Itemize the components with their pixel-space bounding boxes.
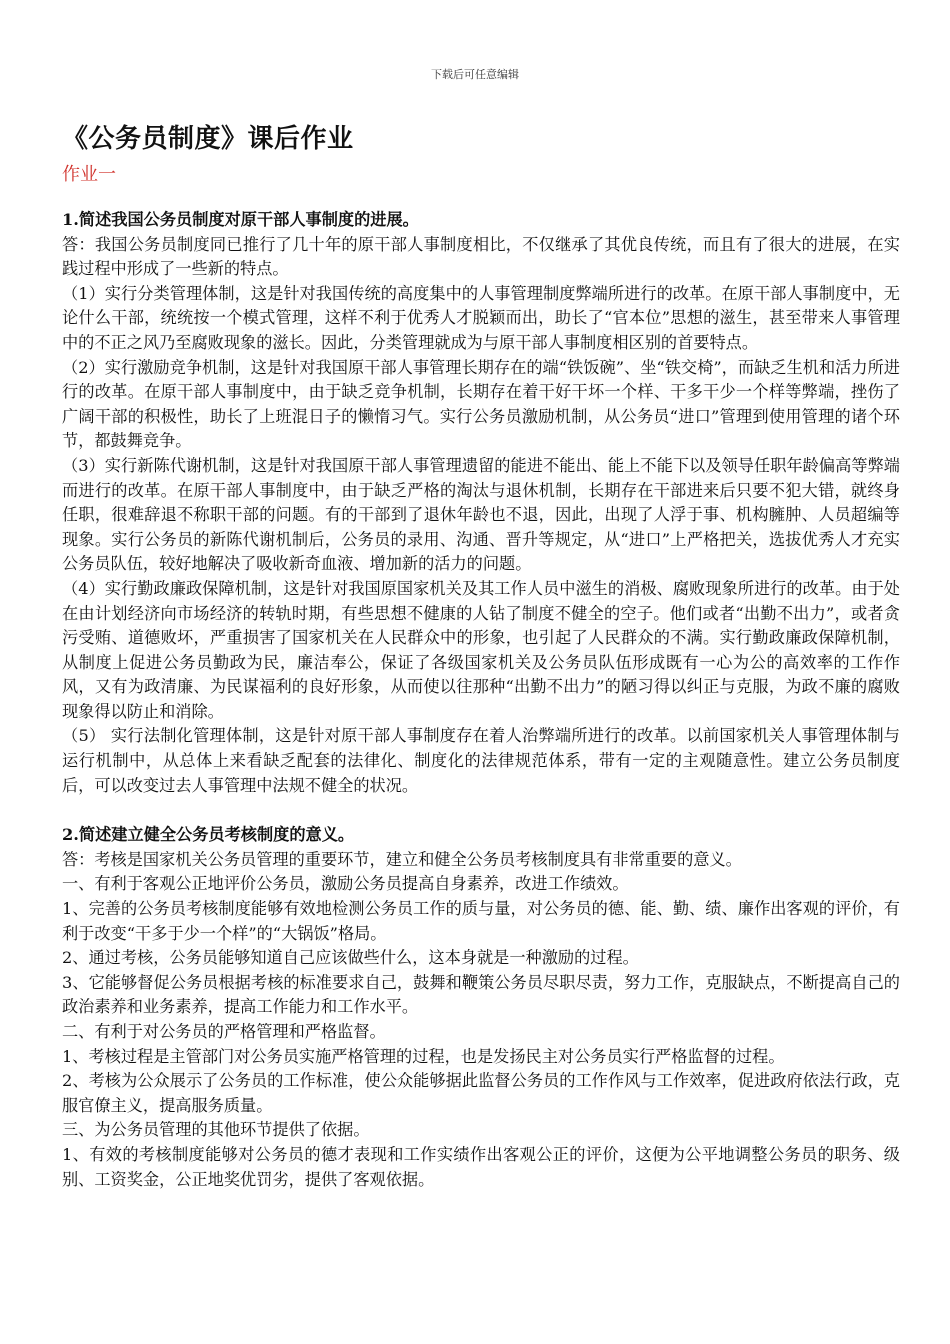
section-label: 作业一 (62, 164, 116, 185)
question-1: 1.简述我国公务员制度对原干部人事制度的进展。 (62, 210, 419, 229)
section-spacer (62, 798, 900, 823)
q2-item-2-1: 1、考核过程是主管部门对公务员实施严格管理的过程，也是发扬民主对公务员实行严格监督的过程。 (62, 1046, 785, 1066)
document-body (62, 208, 900, 1192)
q2-heading-1: 一、有利于客观公正地评价公务员，激励公务员提高自身素养，改进工作绩效。 (62, 874, 629, 894)
q2-item-1-3: 3、它能够督促公务员根据考核的标准要求自己，鼓舞和鞭策公务员尽职尽责，努力工作，克服缺点，不断提高自己的政治素养和业务素养，提高工作能力和工作水平。 (62, 972, 900, 1017)
q1-point-2: （2）实行激励竞争机制，这是针对我国原干部人事管理长期存在的端“铁饭碗”、坐“铁交椅”，而缺乏生机和活力所进行的改革。在原干部人事制度中，由于缺乏竞争机制，长期存在着干好干坏一个样、干多干少一个样等弊端，挫伤了广阔干部的积极性，助长了上班混日子的懒惰习气。实行公务员激励机制，从公务员“进口”管理到使用管理的诸个环节，都鼓舞竞争。 (62, 357, 900, 451)
q1-point-5: （5） 实行法制化管理体制，这是针对原干部人事制度存在着人治弊端所进行的改革。以前国家机关人事管理体制与运行机制中，从总体上来看缺乏配套的法律化、制度化的法律规范体系，带有一定的主观随意性。建立公务员制度后，可以改变过去人事管理中法规不健全的状况。 (62, 726, 900, 795)
question-2: 2.简述建立健全公务员考核制度的意义。 (62, 825, 355, 845)
q1-point-1: （1）实行分类管理体制，这是针对我国传统的高度集中的人事管理制度弊端所进行的改革。在原干部人事制度中，无论什么干部，统统按一个模式管理，这样不利于优秀人才脱颖而出，助长了“官本位”思想的滋生，甚至带来人事管理中的不正之风乃至腐败现象的滋长。因此，分类管理就成为与原干部人事制度相区别的首要特点。 (62, 283, 900, 352)
q2-item-1-2: 2、通过考核，公务员能够知道自己应该做些什么，这本身就是一种激励的过程。 (62, 948, 639, 968)
q2-item-2-2: 2、考核为公众展示了公务员的工作标准，使公众能够据此监督公务员的工作作风与工作效率，促进政府依法行政，克服官僚主义，提高服务质量。 (62, 1071, 900, 1115)
document-title: 《公务员制度》课后作业 (62, 124, 354, 154)
q2-item-3-1: 1、有效的考核制度能够对公务员的德才表现和工作实绩作出客观公正的评价，这便为公平地调整公务员的职务、级别、工资奖金，公正地奖优罚劣，提供了客观依据。 (62, 1144, 900, 1189)
q2-answer-paragraph: 答：考核是国家机关公务员管理的重要环节，建立和健全公务员考核制度具有非常重要的意义。 (62, 849, 742, 869)
q1-point-3: （3）实行新陈代谢机制，这是针对我国原干部人事管理遗留的能进不能出、能上不能下以及领导任职年龄偏高等弊端而进行的改革。在原干部人事制度中，由于缺乏严格的淘汰与退休机制，长期存在干部进来后只要不犯大错，就终身任职，很难辞退不称职干部的问题。有的干部到了退休年龄也不退，因此，出现了人浮于事、机构臃肿、人员超编等现象。实行公务员的新陈代谢机制后，公务员的录用、沟通、晋升等规定，从“进口”上严格把关，选拔优秀人才充实公务员队伍，较好地解决了吸收新奇血液、增加新的活力的问题。 (62, 455, 900, 574)
q2-heading-3: 三、为公务员管理的其他环节提供了依据。 (62, 1120, 370, 1140)
q1-answer-paragraph: 答：我国公务员制度同已推行了几十年的原干部人事制度相比，不仅继承了其优良传统，而且有了很大的进展，在实践过程中形成了一些新的特点。 (62, 234, 900, 279)
q1-point-4: （4）实行勤政廉政保障机制，这是针对我国原国家机关及其工作人员中滋生的消极、腐败现象所进行的改革。由于处在由计划经济向市场经济的转轨时期，有些思想不健康的人钻了制度不健全的空子。他们或者“出勤不出力”，或者贪污受贿、道德败坏，严重损害了国家机关在人民群众中的形象，也引起了人民群众的不满。实行勤政廉政保障机制，从制度上促进公务员勤政为民，廉洁奉公，保证了各级国家机关及公务员队伍形成既有一心为公的高效率的工作作风，又有为政清廉、为民谋福利的良好形象，从而使以往那种“出勤不出力”的陋习得以纠正与克服，为政不廉的腐败现象得以防止和消除。 (62, 578, 900, 721)
page-header: 下载后可任意编辑 (431, 68, 519, 81)
q2-item-1-1: 1、完善的公务员考核制度能够有效地检测公务员工作的质与量，对公务员的德、能、勤、绩、廉作出客观的评价，有利于改变“干多于少一个样”的“大锅饭”格局。 (62, 899, 900, 943)
q2-heading-2: 二、有利于对公务员的严格管理和严格监督。 (62, 1022, 386, 1041)
